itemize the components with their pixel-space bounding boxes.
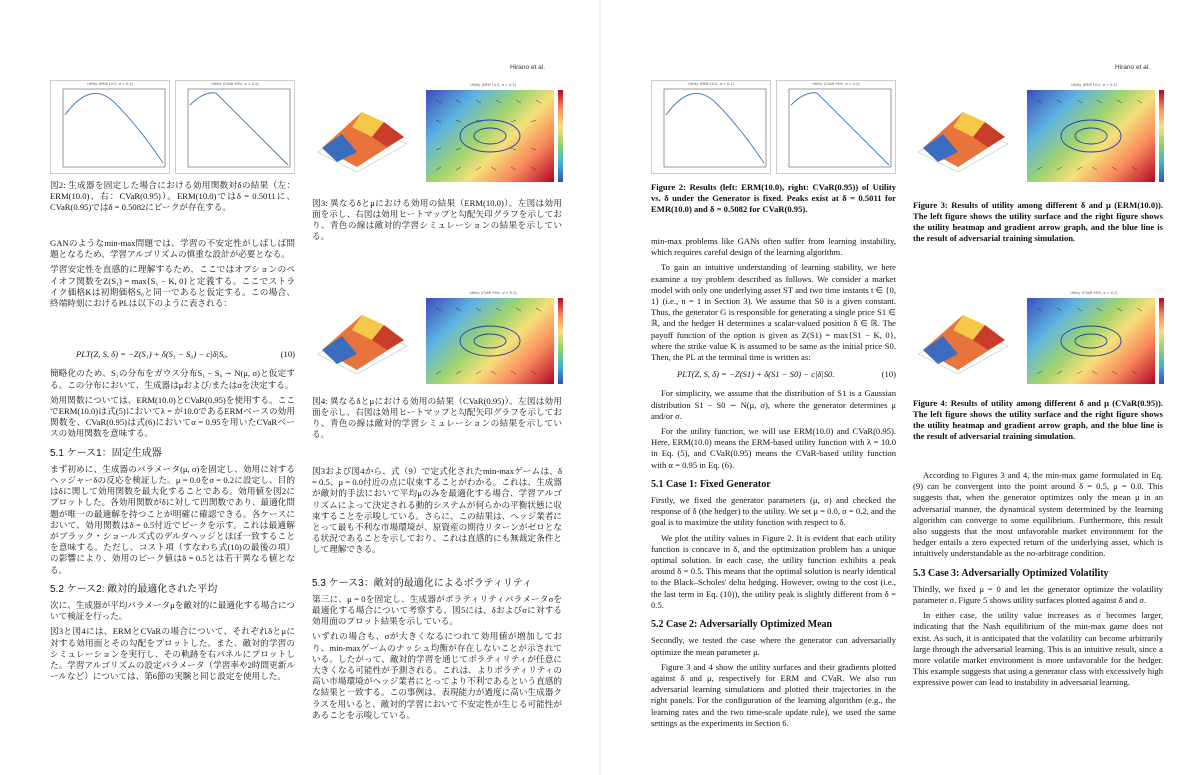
cvar-utility-heatmap [1019,290,1169,390]
colorbar [1159,298,1164,384]
erm-utility-surface [913,82,1013,190]
paragraph: In either case, the utility value increases as σ becomes larger, indicating that the Nash equilibrium of the min-max game does not exist. As such, it is anticipated that the volatility can become arbitrarily large through the adversarial learning. This is an intuitive result, since a more volatile market environment is more unfavorable for the hedger. This example suggests that using a generator class with excessively high expressive power can lead to instability in adversarial learning. [913,610,1163,688]
plot-title: Utility (CVaR 95%, σ = 0.2) [469,291,517,295]
cvar-utility-surface [913,290,1013,390]
paragraph: Thirdly, we fixed μ = 0 and let the generator optimize the volatility parameter σ. Figure 5 shows utility surfaces plotted against δ and σ. [913,583,1163,606]
page-english [601,0,1200,775]
erm-utility-plot [651,80,771,174]
cvar-utility-curve [777,81,895,173]
right-column-jp [312,466,562,725]
page-japanese [0,0,599,775]
heatmap-field [1027,90,1155,182]
paragraph: いずれの場合も、σが大きくなるにつれて効用値が増加しており、min-maxゲームのナッシュ均衡が存在しないことが示されている。したがって、敵対的学習を通じてボラティリティが任意に大きくなる可能性が予測される。これは、よりボラティリティの高い市場環境がヘッジ業者にとってより不利であるという直感的な結果と一致する。この事例は、表現能力が過度に高い生成器クラスを用いると、敵対的学習において不安定性が生じる可能性があることを示唆している。 [312,631,562,720]
surface-3d [312,290,412,390]
left-column-jp [50,238,295,687]
paragraph: 簡略化のため、S₁の分布をガウス分布S₁ − S₀ ∼ N(μ, σ)と仮定する。この分布において、生成器はμおよび/またはσを決定する。 [50,368,295,390]
fig4-caption: Figure 4: Results of utility among different δ and μ (CVaR(0.95)). The left figure shows the utility surface and the right figure shows the utility heatmap and gradient arrow graph, and the blue line is the result of adversarial training simulation. [913,398,1163,441]
gradient-arrows [426,298,554,384]
left-column-en [651,236,896,733]
equation-number: (10) [280,349,295,360]
equation-body: PLT(Z, S, δ) = −Z(S1) + δ(S1 − S0) − c|δ|S0. [677,369,835,380]
paragraph: Secondly, we tested the case where the generator can adversarially optimize the mean parameter μ. [651,635,896,657]
running-header: Hirano et al. [510,64,546,71]
fig2-caption: Figure 2: Results (left: ERM(10.0), right: CVaR(0.95)) of Utility vs. δ under the Generator is fixed. Peaks exist at δ = 0.5011 for EMR(10.0) and δ = 0.5082 for CVaR(0.95). [651,182,896,214]
erm-utility-curve [51,81,169,173]
gradient-arrows [1027,298,1155,384]
erm-utility-surface [312,82,412,190]
fig3-caption: 図3: 異なるδとμにおける効用の結果（ERM(10.0)）。左図は効用面を示し、右図は効用ヒートマップと勾配矢印グラフを示しており、青色の線は敵対的学習シミュレーションの結果を示している。 [312,198,562,241]
paragraph: 効用関数については、ERM(10.0)とCVaR(0.95)を使用する。ここでERM(10.0)は式(5)においてλ = が10.0であるERMベースの効用関数を、CVaR(0.95)は式(6)においてα = 0.95を用いたCVaRベースの効用関数を意味する。 [50,394,295,439]
gradient-arrows [426,90,554,182]
equation-body: PLT(Z, S, δ) = −Z(S₁) + δ(S₁ − S₀) − c|δ|S₀. [76,349,229,360]
right-column-en [913,470,1163,693]
paragraph: GANのようなmin-max問題では、学習の不安定性がしばしば問題となるため、学習アルゴリズムの慎重な設計が必要となる。 [50,238,295,260]
equation-number: (10) [881,369,896,380]
paragraph: For simplicity, we assume that the distribution of S1 is a Gaussian distribution S1 − S0 ∼ N(μ, σ), where the generator determines μ and/or σ. [651,388,896,421]
section-heading-5-2: 5.2 ケース2: 敵対的最適化された平均 [50,583,218,595]
paragraph: Firstly, we fixed the generator parameters (μ, σ) and checked the response of δ (the hedger) to the utility. We set μ = 0.0, σ = 0.2, and the goal is to maximize the utility function with respect to δ. [651,495,896,528]
fig2-caption: 図2: 生成器を固定した場合における効用関数対δの結果（左：ERM(10.0)、右：CVaR(0.95)）。ERM(10.0)ではδ = 0.5011に、CVaR(0.95)ではδ = 0.5082にピークが存在する。 [50,180,295,212]
colorbar [1159,90,1164,182]
paragraph: まず初めに、生成器のパラメータ(μ, σ)を固定し、効用に対するヘッジャーδの反応を検証した。μ = 0.0をσ = 0.2に設定し、目的はδに関して効用関数を最大化することである。効用値を図2にプロットした。各効用関数がδに対して凹関数であり、最適化問題が唯一の最適解を持つことが明確に確認できる。各ケースにおいて、効用関数はδ = 0.5付近でピークを示す。これは最適解がブラック・ショールズ式のデルタヘッジとほぼ一致することを意味する。ただし、コスト項（すなわち式(10)の最後の項）の影響により、効用のピーク値はδ = 0.5とは若干異なる値となる。 [50,463,295,575]
section-heading-5-1: 5.1 Case 1: Fixed Generator [651,478,771,490]
paragraph: Figure 3 and 4 show the utility surfaces and their gradients plotted against δ and μ, respectively for ERM and CVaR. We also run adversarial learning simulations and plotted their trajectories in the right panels. For the configuration of the learning algorithm (e.g., the learning rates and the two time-scale update rule), we used the same settings as the experiments in Section 6. [651,661,896,728]
paragraph: 次に、生成器が平均パラメータμを敵対的に最適化する場合について検証を行った。 [50,600,295,622]
paragraph: 第三に、μ = 0を固定し、生成器がボラティリティパラメータσを最適化する場合について考察する。図5には、δおよびσに対する効用面のプロット結果を示している。 [312,593,562,627]
gradient-arrows [1027,90,1155,182]
paragraph: To gain an intuitive understanding of learning stability, we here examine a toy problem described as follows. We consider a market model with only one underlying asset ST and two time instants t ∈ {0, 1} (i.e., n = 1 in Section 3). We assume that S0 is a given constant. Thus, the generator G is responsible for generating a single price S1 ∈ ℝ, and the hedger H determines a scalar-valued position δ ∈ ℝ. The payoff function of the option is given as Z(S1) = max{S1 − K, 0}, where the strike value K is assumed to be same as the initial price S0. Then, the PL at the terminal time is written as: [651,262,896,363]
plot-title: Utility (ERM 10.0, σ = 0.2) [87,82,133,86]
erm-utility-curve [652,81,770,173]
cvar-utility-plot [175,80,295,174]
running-header: Hirano et al. [1115,64,1151,71]
surface-3d [312,82,412,190]
colorbar [558,90,563,182]
heatmap-field [426,298,554,384]
section-heading-5-3: 5.3 ケース3：敵対的最適化によるボラティリティ [312,577,532,589]
paragraph: For the utility function, we will use ERM(10.0) and CVaR(0.95). Here, ERM(10.0) means the ERM-based utility function with λ = 10.0 in Eq. (5), and CVaR(0.95) means the CVaR-based utility function with α = 0.95 in Eq. (6). [651,426,896,470]
equation-10 [76,349,295,360]
heatmap-field [426,90,554,182]
heatmap-field [1027,298,1155,384]
equation-10 [677,369,896,380]
cvar-utility-plot [776,80,896,174]
paragraph: We plot the utility values in Figure 2. It is evident that each utility function is concave in δ, and the optimization problem has a unique optimal solution. In each case, the utility function exhibits a peak around δ = 0.5. This means that the optimal solution is nearly identical to the Black–Scholes' delta hedging. However, owing to the cost (i.e., the last term in Eq. (10)), the utility peak is slightly different from δ = 0.5. [651,532,896,610]
paragraph: 学習安定性を直感的に理解するため、ここではオプションのペイオフ関数をZ(S₁) = max{S₁ − K, 0}と定義する。ここでストライク価格Kは初期価格S₀と同一であると仮定する。この場合、終端時刻におけるPLは以下のように表される： [50,264,295,309]
plot-title: Utility (CVaR 95%, σ = 0.2) [211,82,259,86]
fig3-caption: Figure 3: Results of utility among different δ and μ (ERM(10.0)). The left figure shows the utility surface and the right figure shows the utility heatmap and gradient arrow graph, and the blue line is the result of adversarial training simulation. [913,200,1163,243]
paragraph: 図3と図4には、ERMとCVaRの場合について、それぞれδとμに対する効用面とその勾配をプロットした。また、敵対的学習のシミュレーションを実行し、その軌跡を右パネルにプロットした。学習アルゴリズムの設定パラメータ（学習率や2時間更新ルールなど）については、第6節の実験と同じ設定を使用した。 [50,626,295,682]
cvar-utility-surface [312,290,412,390]
erm-utility-heatmap [418,82,568,190]
paragraph: min-max problems like GANs often suffer from learning instability, which requires careful design of the learning algorithm. [651,236,896,258]
cvar-utility-heatmap [418,290,568,390]
section-heading-5-2: 5.2 Case 2: Adversarially Optimized Mean [651,619,833,631]
surface-3d [913,290,1013,390]
colorbar [558,298,563,384]
cvar-utility-curve [176,81,294,173]
erm-utility-plot [50,80,170,174]
fig4-caption: 図4: 異なるδとμにおける効用の結果（CVaR(0.95)）。左図は効用面を示し、右図は効用ヒートマップと勾配矢印グラフを示しており、青色の線は敵対的学習シミュレーションの結果を示している。 [312,396,562,439]
surface-3d [913,82,1013,190]
plot-title: Utility (ERM 10.0, σ = 0.2) [1071,83,1117,87]
erm-utility-heatmap [1019,82,1169,190]
plot-title: Utility (CVaR 95%, σ = 0.2) [812,82,860,86]
plot-title: Utility (ERM 10.0, σ = 0.2) [470,83,516,87]
paragraph: 図3および図4から、式（9）で定式化されたmin-maxゲームは、δ = 0.5、μ = 0.0付近の点に収束することがわかる。これは、生成器が敵対的手法において平均μのみを最適化する場合、学習アルゴリズムによって決定される動的システムが何らかの平衡状態に収束することを示唆している。さらに、この結果は、ヘッジ業者にとって最も不利な市場環境が、原資産の期待リターンがゼロとなる状況であることを示しており、これは直感的にも無裁定条件として理解できる。 [312,466,562,555]
plot-title: Utility (CVaR 95%, σ = 0.2) [1070,291,1118,295]
section-heading-5-3: 5.3 Case 3: Adversarially Optimized Volatility [913,567,1109,579]
section-heading-5-1: 5.1 ケース1：固定生成器 [50,447,162,459]
paragraph: According to Figures 3 and 4, the min-max game formulated in Eq. (9) can be convergent into the point around δ = 0.5, μ = 0.0. This suggests that, when the generator optimizes only the mean μ in an adversarial manner, the dynamical system determined by the learning algorithm can converge to some equilibrium. Furthermore, this result also suggests that the most unfavorable market environment for the hedger entails a zero expected return of the underlying asset, which is intuitively understandable as the no-arbitrage condition. [913,470,1163,559]
plot-title: Utility (ERM 10.0, σ = 0.2) [688,82,734,86]
